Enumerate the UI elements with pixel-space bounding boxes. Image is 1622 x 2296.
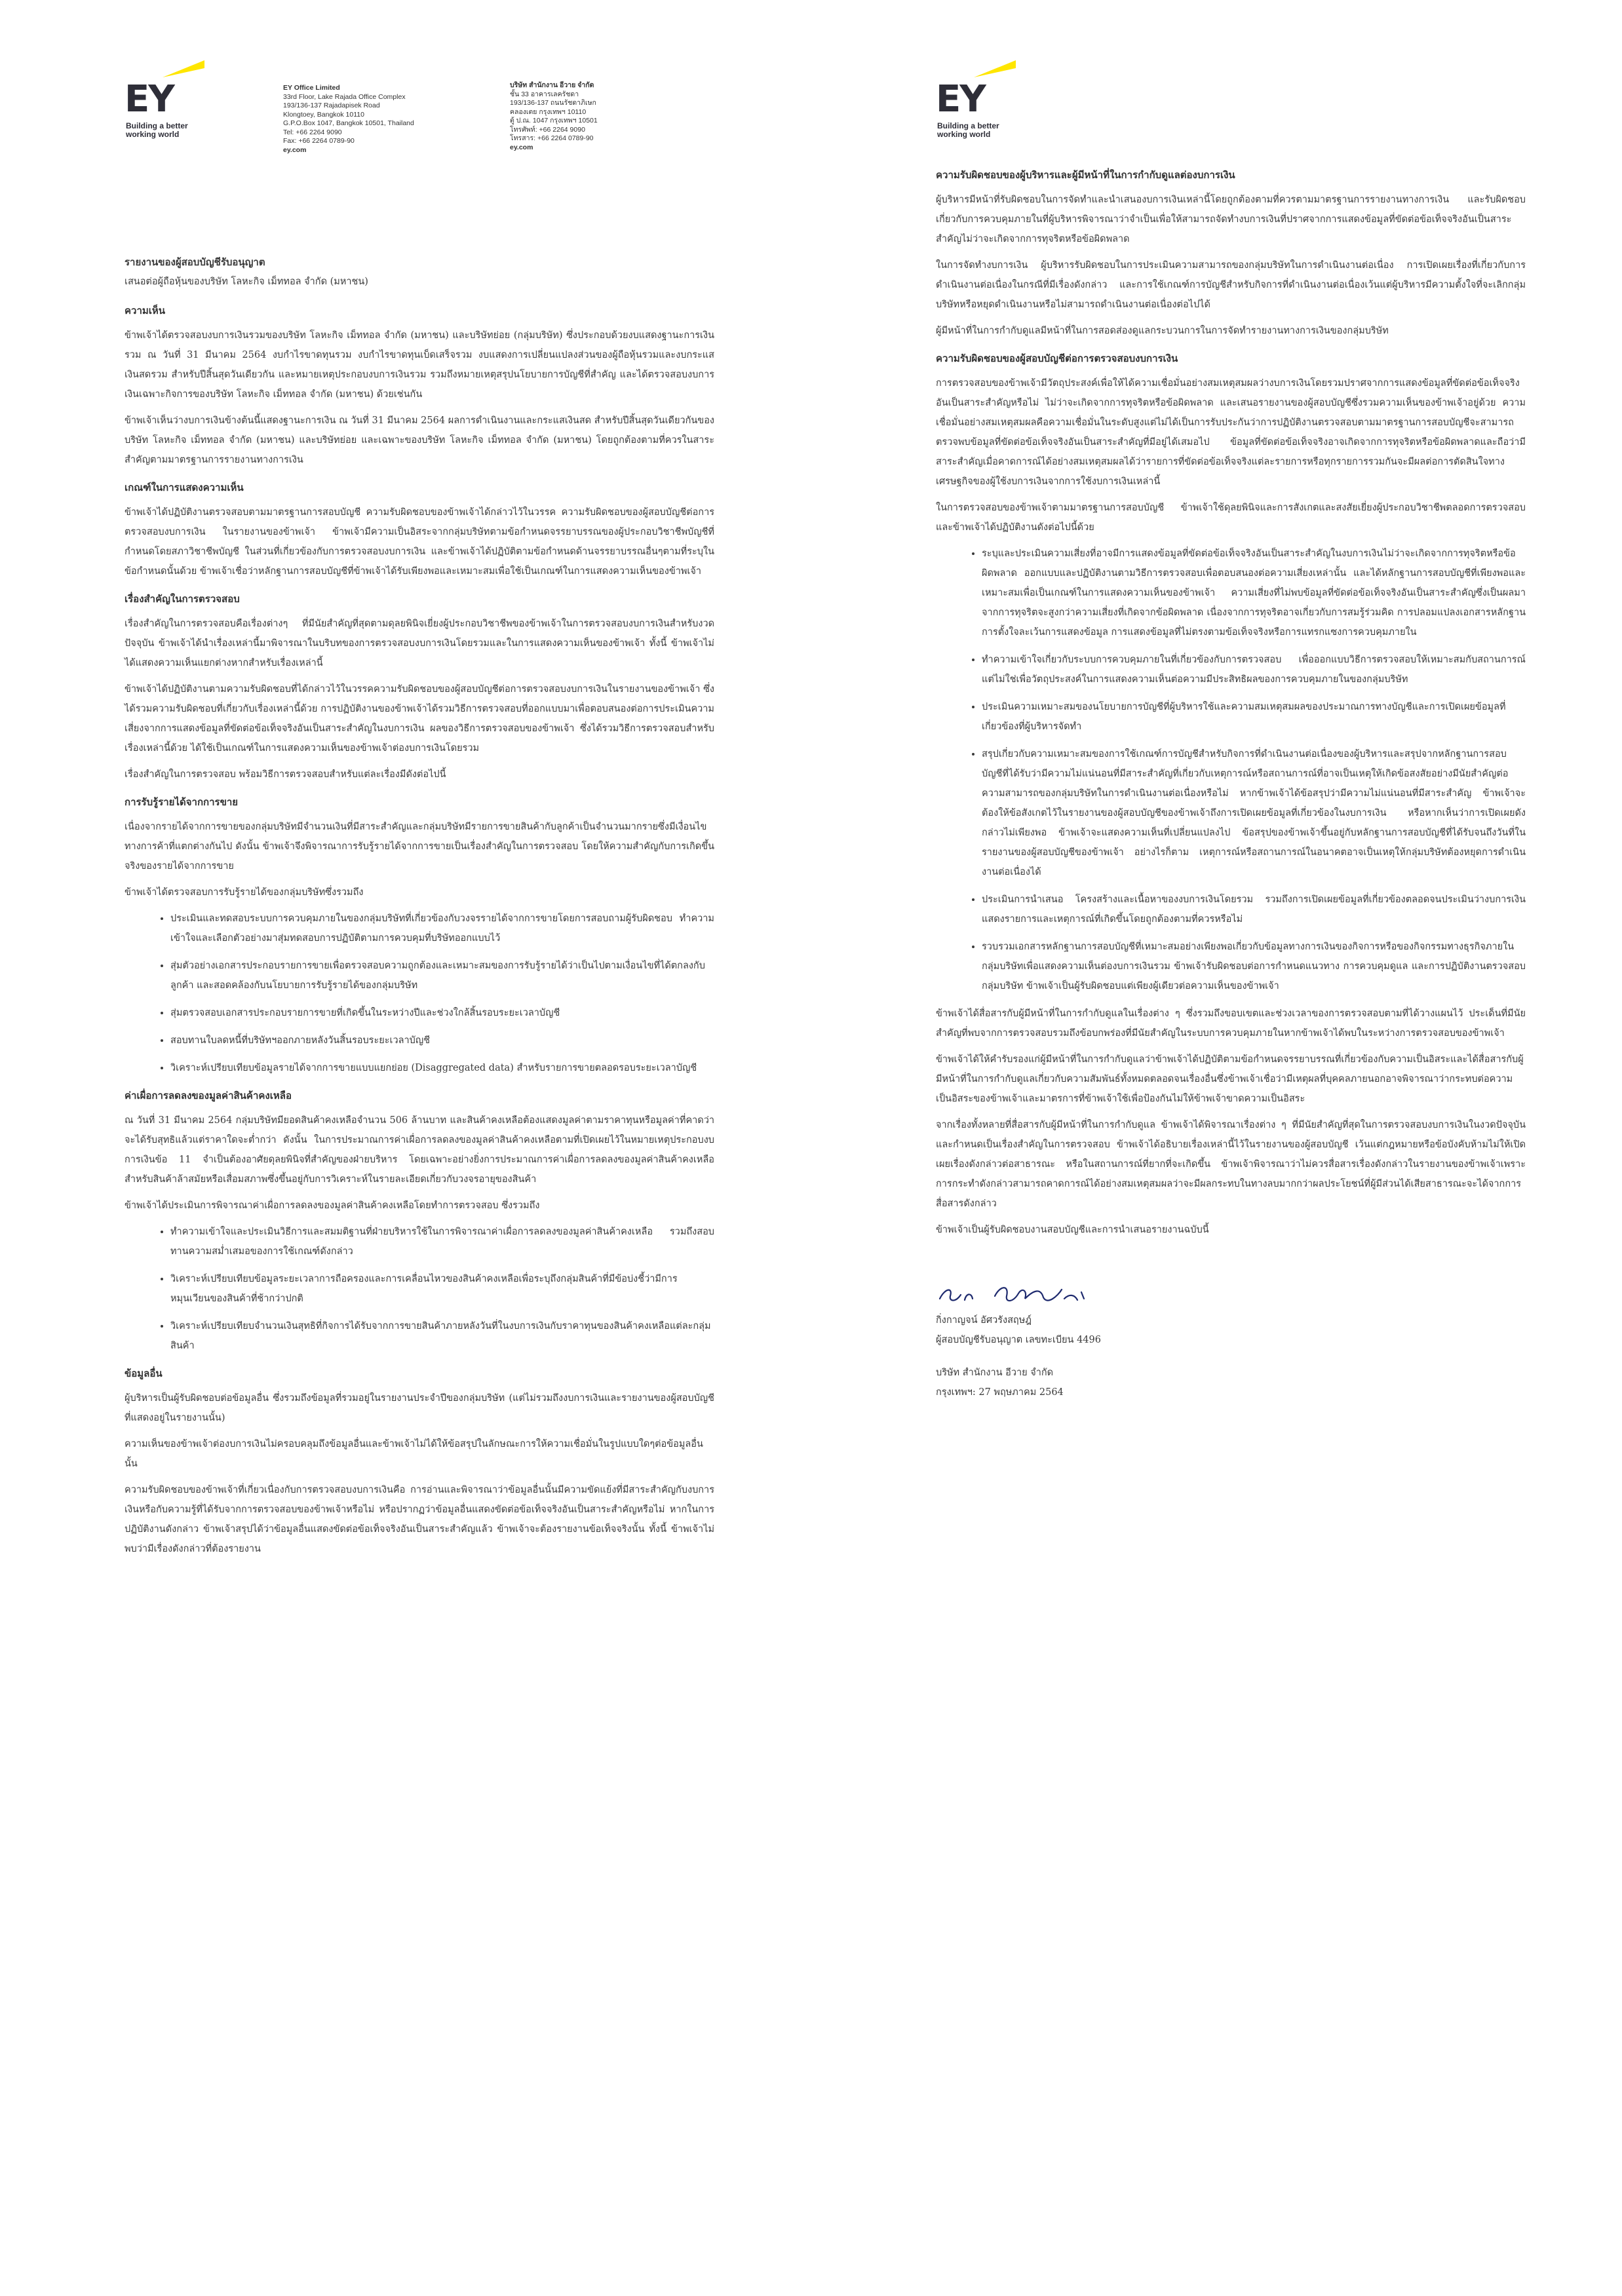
paragraph: ณ วันที่ 31 มีนาคม 2564 กลุ่มบริษัทมียอดสินค้าคงเหลือจำนวน 506 ล้านบาท และสินค้าคงเหลือต้องแสดงมูลค่าตามราคาทุนหรือมูลค่าที่คาดว่าจะได้รับสุทธิแล้วแต่ราคาใดจะต่ำกว่า ดังนั้น ในการประมาณการค่าเผื่อการลดลงของมูลค่าสินค้าคงเหลือตามที่เปิดเผยไว้ในหมายเหตุประกอบงบการเงินข้อ 11 จำเป็นต้องอาศัยดุลยพินิจที่สำคัญของฝ่ายบริหาร โดยเฉพาะอย่างยิ่งการประมาณการค่าเผื่อการลดลงของมูลค่าสินค้าคงเหลือสำหรับสินค้าล้าสมัยหรือเสื่อมสภาพซึ่งขึ้นอยู่กับการวิเคราะห์ในรายละเอียดเกี่ยวกับวงจรอายุของสินค้า: [125, 1115, 714, 1185]
signature-block: [936, 1276, 1526, 1402]
paragraph: ข้าพเจ้าได้สื่อสารกับผู้มีหน้าที่ในการกำกับดูแลในเรื่องต่าง ๆ ซึ่งรวมถึงขอบเขตและช่วงเวลาของการตรวจสอบตามที่ได้วางแผนไว้ ประเด็นที่มีนัยสำคัญที่พบจากการตรวจสอบรวมถึงข้อบกพร่องที่มีนัยสำคัญในระบบการควบคุมภายในหากข้าพเจ้าได้พบในระหว่างการตรวจสอบของข้าพเจ้า: [936, 1008, 1526, 1039]
logo-beam-icon: [163, 60, 204, 77]
logo-tagline: Building a better working world: [126, 121, 188, 139]
paragraph: ข้าพเจ้าได้ประเมินการพิจารณาค่าเผื่อการลดลงของมูลค่าสินค้าคงเหลือโดยทำการตรวจสอบ ซึ่งรวมถึง: [125, 1200, 540, 1211]
handwritten-signature-icon: [936, 1276, 1093, 1311]
paragraph: ในการตรวจสอบของข้าพเจ้าตามมาตรฐานการสอบบัญชี ข้าพเจ้าใช้ดุลยพินิจและการสังเกตและสงสัยเยี่ยงผู้ประกอบวิชาชีพตลอดการตรวจสอบ และข้าพเจ้าได้ปฏิบัติงานดังต่อไปนี้ด้วย: [936, 503, 1526, 533]
paragraph: เรื่องสำคัญในการตรวจสอบคือเรื่องต่างๆ ที่มีนัยสำคัญที่สุดตามดุลยพินิจเยี่ยงผู้ประกอบวิชาชีพของข้าพเจ้าในการตรวจสอบงบการเงินสำหรับงวดปัจจุบัน ข้าพเจ้าได้นำเรื่องเหล่านี้มาพิจารณาในบริบทของการตรวจสอบงบการเงินโดยรวมและในการแสดงความเห็นของข้าพเจ้า ทั้งนี้ ข้าพเจ้าไม่ได้แสดงความเห็นแยกต่างหากสำหรับเรื่องเหล่านี้: [125, 619, 714, 668]
list-item: • สรุปเกี่ยวกับความเหมาะสมของการใช้เกณฑ์การบัญชีสำหรับกิจการที่ดำเนินงานต่อเนื่องของผู้บริหารและสรุปจากหลักฐานการสอบบัญชีที่ได้รับว่ามีความไม่แน่นอนที่มีสาระสำคัญที่เกี่ยวกับเหตุการณ์หรือสถานการณ์ที่อาจเป็นเหตุให้เกิดข้อสงสัยอย่างมีนัยสำคัญต่อความสามารถของกลุ่มบริษัทในการดำเนินงานต่อเนื่องหรือไม่ หากข้าพเจ้าได้ข้อสรุปว่ามีความไม่แน่นอนที่มีสาระสำคัญ ข้าพเจ้าจะต้องให้ข้อสังเกตไว้ในรายงานของผู้สอบบัญชีของข้าพเจ้าถึงการเปิดเผยข้อมูลที่เกี่ยวข้องในงบการเงิน หรือหากเห็นว่าการเปิดเผยดังกล่าวไม่เพียงพอ ข้าพเจ้าจะแสดงความเห็นที่เปลี่ยนแปลงไป ข้อสรุปของข้าพเจ้าขึ้นอยู่กับหลักฐานการสอบบัญชีที่ได้รับจนถึงวันที่ในรายงานของผู้สอบบัญชีของข้าพเจ้า อย่างไรก็ตาม เหตุการณ์หรือสถานการณ์ในอนาคตอาจเป็นเหตุให้กลุ่มบริษัทต้องหยุดการดำเนินงานต่อเนื่องได้: [982, 744, 1526, 882]
paragraph: เนื่องจากรายได้จากการขายของกลุ่มบริษัทมีจำนวนเงินที่มีสาระสำคัญและกลุ่มบริษัทมีรายการขายสินค้ากับลูกค้าเป็นจำนวนมากรายซึ่งมีเงื่อนไขทางการค้าที่แตกต่างกันไป ดังนั้น ข้าพเจ้าจึงพิจารณาการรับรู้รายได้จากการขายเป็นเรื่องสำคัญในการตรวจสอบ โดยให้ความสำคัญกับการเกิดขึ้นจริงของรายได้จากการขาย: [125, 822, 714, 871]
paragraph: ข้าพเจ้าเป็นผู้รับผิดชอบงานสอบบัญชีและการนำเสนอรายงานฉบับนี้: [936, 1225, 1209, 1235]
paragraph: ความรับผิดชอบของข้าพเจ้าที่เกี่ยวเนื่องกับการตรวจสอบงบการเงินคือ การอ่านและพิจารณาว่าข้อมูลอื่นนั้นมีความขัดแย้งที่มีสาระสำคัญกับงบการเงินหรือกับความรู้ที่ได้รับจากการตรวจสอบของข้าพเจ้าหรือไม่ หรือปรากฏว่าข้อมูลอื่นแสดงขัดต่อข้อเท็จจริงอันเป็นสาระสำคัญหรือไม่ หากในการปฏิบัติงานดังกล่าว ข้าพเจ้าสรุปได้ว่าข้อมูลอื่นแสดงขัดต่อข้อเท็จจริงอันเป็นสาระสำคัญแล้ว ข้าพเจ้าจะต้องรายงานข้อเท็จจริงนั้น ทั้งนี้ ข้าพเจ้าไม่พบว่ามีเรื่องดังกล่าวที่ต้องรายงาน: [125, 1485, 714, 1554]
list-item: • สุ่มตรวจสอบเอกสารประกอบรายการขายที่เกิดขึ้นในระหว่างปีและช่วงใกล้สิ้นรอบระยะเวลาบัญชี: [170, 1003, 714, 1023]
letterhead-company-en: EY Office Limited: [283, 84, 340, 92]
list-item: • รวบรวมเอกสารหลักฐานการสอบบัญชีที่เหมาะสมอย่างเพียงพอเกี่ยวกับข้อมูลทางการเงินของกิจการหรือของกิจกรรมทางธุรกิจภายในกลุ่มบริษัทเพื่อแสดงความเห็นต่องบการเงินรวม ข้าพเจ้ารับผิดชอบต่อการกำหนดแนวทาง การควบคุมดูแล และการปฏิบัติงานตรวจสอบกลุ่มบริษัท ข้าพเจ้าเป็นผู้รับผิดชอบแต่เพียงผู้เดียวต่อความเห็นของข้าพเจ้า: [982, 937, 1526, 996]
ey-logo: [936, 60, 1014, 145]
paragraph: ในการจัดทำงบการเงิน ผู้บริหารรับผิดชอบในการประเมินความสามารถของกลุ่มบริษัทในการดำเนินงานต่อเนื่อง การเปิดเผยเรื่องที่เกี่ยวกับการดำเนินงานต่อเนื่องในกรณีที่มีเรื่องดังกล่าว และการใช้เกณฑ์การบัญชีสำหรับกิจการที่ดำเนินงานต่อเนื่องเว้นแต่ผู้บริหารมีความตั้งใจที่จะเลิกกลุ่มบริษัทหรือหยุดดำเนินงานหรือไม่สามารถดำเนินงานต่อเนื่องต่อไปได้: [936, 260, 1526, 310]
bullet-list: [936, 544, 1526, 996]
logo-text: EY: [125, 78, 174, 121]
paragraph: การตรวจสอบของข้าพเจ้ามีวัตถุประสงค์เพื่อให้ได้ความเชื่อมั่นอย่างสมเหตุสมผลว่างบการเงินโดยรวมปราศจากการแสดงข้อมูลที่ขัดต่อข้อเท็จจริงอันเป็นสาระสำคัญหรือไม่ ไม่ว่าจะเกิดจากการทุจริตหรือข้อผิดพลาด และเสนอรายงานของผู้สอบบัญชีซึ่งรวมความเห็นของข้าพเจ้าอยู่ด้วย ความเชื่อมั่นอย่างสมเหตุสมผลคือความเชื่อมั่นในระดับสูงแต่ไม่ได้เป็นการรับประกันว่าการปฏิบัติงานตรวจสอบตามมาตรฐานการสอบบัญชีจะสามารถตรวจพบข้อมูลที่ขัดต่อข้อเท็จจริงอันเป็นสาระสำคัญที่มีอยู่ได้เสมอไป ข้อมูลที่ขัดต่อข้อเท็จจริงอาจเกิดจากการทุจริตหรือข้อผิดพลาดและถือว่ามีสาระสำคัญเมื่อคาดการณ์ได้อย่างสมเหตุสมผลได้ว่ารายการที่ขัดต่อข้อเท็จจริงแต่ละรายการหรือทุกรายการรวมกันจะมีผลต่อการตัดสินใจทางเศรษฐกิจของผู้ใช้งบการเงินจากการใช้งบการเงินเหล่านี้: [936, 378, 1526, 487]
section-heading: ความรับผิดชอบของผู้บริหารและผู้มีหน้าที่ในการกำกับดูแลต่องบการเงิน: [936, 169, 1235, 181]
report-title: รายงานของผู้สอบบัญชีรับอนุญาต: [125, 256, 265, 268]
list-item: • สุ่มตัวอย่างเอกสารประกอบรายการขายเพื่อตรวจสอบความถูกต้องและเหมาะสมของการรับรู้รายได้ว่าเป็นไปตามเงื่อนไขที่ได้ตกลงกับลูกค้า และสอดคล้องกับนโยบายการรับรู้รายได้ของกลุ่มบริษัท: [170, 956, 714, 995]
paragraph: ความเห็นของข้าพเจ้าต่องบการเงินไม่ครอบคลุมถึงข้อมูลอื่นและข้าพเจ้าไม่ได้ให้ข้อสรุปในลักษณะการให้ความเชื่อมั่นในรูปแบบใดๆต่อข้อมูลอื่นนั้น: [125, 1439, 703, 1469]
bullet-list: [125, 1222, 714, 1356]
left-column: [125, 252, 714, 1565]
list-item: • ประเมินและทดสอบระบบการควบคุมภายในของกลุ่มบริษัทที่เกี่ยวข้องกับวงจรรายได้จากการขายโดยการสอบถามผู้รับผิดชอบ ทำความเข้าใจและเลือกตัวอย่างมาสุ่มทดสอบการปฏิบัติตามการควบคุมที่บริษัทออกแบบไว้: [170, 909, 714, 948]
paragraph: ข้าพเจ้าได้ตรวจสอบการรับรู้รายได้ของกลุ่มบริษัทซึ่งรวมถึง: [125, 887, 364, 898]
paragraph: ข้าพเจ้าได้ปฏิบัติงานตามความรับผิดชอบที่ได้กล่าวไว้ในวรรคความรับผิดชอบของผู้สอบบัญชีต่อการตรวจสอบงบการเงินในรายงานของข้าพเจ้า ซึ่งได้รวมความรับผิดชอบที่เกี่ยวกับเรื่องเหล่านี้ด้วย การปฏิบัติงานของข้าพเจ้าได้รวมวิธีการตรวจสอบที่ออกแบบมาเพื่อตอบสนองต่อการประเมินความเสี่ยงจากการแสดงข้อมูลที่ขัดต่อข้อเท็จจริงอันเป็นสาระสำคัญในงบการเงิน ผลของวิธีการตรวจสอบของข้าพเจ้า ซึ่งได้รวมวิธีการตรวจสอบสำหรับเรื่องเหล่านี้ด้วย ได้ใช้เป็นเกณฑ์ในการแสดงความเห็นของข้าพเจ้าต่องบการเงินโดยรวม: [125, 684, 714, 754]
list-item: • ระบุและประเมินความเสี่ยงที่อาจมีการแสดงข้อมูลที่ขัดต่อข้อเท็จจริงอันเป็นสาระสำคัญในงบการเงินไม่ว่าจะเกิดจากการทุจริตหรือข้อผิดพลาด ออกแบบและปฏิบัติงานตามวิธีการตรวจสอบเพื่อตอบสนองต่อความเสี่ยงเหล่านั้น และได้หลักฐานการสอบบัญชีที่เพียงพอและเหมาะสมเพื่อเป็นเกณฑ์ในการแสดงความเห็นของข้าพเจ้า ความเสี่ยงที่ไม่พบข้อมูลที่ขัดต่อข้อเท็จจริงอันเป็นสาระสำคัญซึ่งเป็นผลมาจากการทุจริตจะสูงกว่าความเสี่ยงที่เกิดจากข้อผิดพลาด เนื่องจากการทุจริตอาจเกี่ยวกับการสมรู้ร่วมคิด การปลอมแปลงเอกสารหลักฐาน การตั้งใจละเว้นการแสดงข้อมูล การแสดงข้อมูลที่ไม่ตรงตามข้อเท็จจริงหรือการแทรกแซงการควบคุมภายใน: [982, 544, 1526, 642]
paragraph: ผู้บริหารมีหน้าที่รับผิดชอบในการจัดทำและนำเสนองบการเงินเหล่านี้โดยถูกต้องตามที่ควรตามมาตรฐานการรายงานทางการเงิน และรับผิดชอบเกี่ยวกับการควบคุมภายในที่ผู้บริหารพิจารณาว่าจำเป็นเพื่อให้สามารถจัดทำงบการเงินที่ปราศจากการแสดงข้อมูลที่ขัดต่อข้อเท็จจริงอันเป็นสาระสำคัญไม่ว่าจะเกิดจากการทุจริตหรือข้อผิดพลาด: [936, 195, 1526, 244]
list-item: • วิเคราะห์เปรียบเทียบจำนวนเงินสุทธิที่กิจการได้รับจากการขายสินค้าภายหลังวันที่ในงบการเงินกับราคาทุนของสินค้าคงเหลือแต่ละกลุ่มสินค้า: [170, 1316, 714, 1356]
list-item: • ทำความเข้าใจเกี่ยวกับระบบการควบคุมภายในที่เกี่ยวข้องกับการตรวจสอบ เพื่อออกแบบวิธีการตรวจสอบให้เหมาะสมกับสถานการณ์ แต่ไม่ใช่เพื่อวัตถุประสงค์ในการแสดงความเห็นต่อความมีประสิทธิผลของการควบคุมภายในของกลุ่มบริษัท: [982, 650, 1526, 689]
paragraph: ข้าพเจ้าได้ให้คำรับรองแก่ผู้มีหน้าที่ในการกำกับดูแลว่าข้าพเจ้าได้ปฏิบัติตามข้อกำหนดจรรยาบรรณที่เกี่ยวข้องกับความเป็นอิสระและได้สื่อสารกับผู้มีหน้าที่ในการกำกับดูแลเกี่ยวกับความสัมพันธ์ทั้งหมดตลอดจนเรื่องอื่นซึ่งข้าพเจ้าเชื่อว่ามีเหตุผลที่บุคคลภายนอกอาจพิจารณาว่ากระทบต่อความเป็นอิสระของข้าพเจ้าและมาตรการที่ข้าพเจ้าใช้เพื่อป้องกันไม่ให้ข้าพเจ้าขาดความเป็นอิสระ: [936, 1054, 1524, 1104]
list-item: • วิเคราะห์เปรียบเทียบข้อมูลระยะเวลาการถือครองและการเคลื่อนไหวของสินค้าคงเหลือเพื่อระบุถึงกลุ่มสินค้าที่มีข้อบ่งชี้ว่ามีการหมุนเวียนของสินค้าที่ช้ากว่าปกติ: [170, 1269, 714, 1309]
report-page-2: [811, 0, 1622, 2296]
section-heading: ความรับผิดชอบของผู้สอบบัญชีต่อการตรวจสอบงบการเงิน: [936, 353, 1178, 364]
paragraph: เรื่องสำคัญในการตรวจสอบ พร้อมวิธีการตรวจสอบสำหรับแต่ละเรื่องมีดังต่อไปนี้: [125, 769, 446, 780]
firm-name: บริษัท สำนักงาน อีวาย จำกัด: [936, 1368, 1054, 1378]
list-item: • ประเมินความเหมาะสมของนโยบายการบัญชีที่ผู้บริหารใช้และความสมเหตุสมผลของประมาณการทางบัญชีและการเปิดเผยข้อมูลที่เกี่ยวข้องที่ผู้บริหารจัดทำ: [982, 697, 1526, 737]
paragraph: ข้าพเจ้าได้ปฏิบัติงานตรวจสอบตามมาตรฐานการสอบบัญชี ความรับผิดชอบของข้าพเจ้าได้กล่าวไว้ในวรรค ความรับผิดชอบของผู้สอบบัญชีต่อการตรวจสอบงบการเงิน ในรายงานของข้าพเจ้า ข้าพเจ้ามีความเป็นอิสระจากกลุ่มบริษัทตามข้อกำหนดจรรยาบรรณของผู้ประกอบวิชาชีพบัญชีที่กำหนดโดยสภาวิชาชีพบัญชี ในส่วนที่เกี่ยวข้องกับการตรวจสอบงบการเงิน และข้าพเจ้าได้ปฏิบัติตามข้อกำหนดด้านจรรยาบรรณอื่นๆตามที่ระบุในข้อกำหนดนั้นด้วย ข้าพเจ้าเชื่อว่าหลักฐานการสอบบัญชีที่ข้าพเจ้าได้รับเพียงพอและเหมาะสมเพื่อใช้เป็นเกณฑ์ในการแสดงความเห็นของข้าพเจ้า: [125, 507, 714, 577]
list-item: • ประเมินการนำเสนอ โครงสร้างและเนื้อหาของงบการเงินโดยรวม รวมถึงการเปิดเผยข้อมูลที่เกี่ยวข้องตลอดจนประเมินว่างบการเงินแสดงรายการและเหตุการณ์ที่เกิดขึ้นโดยถูกต้องตามที่ควรหรือไม่: [982, 890, 1526, 929]
list-item: • ทำความเข้าใจและประเมินวิธีการและสมมติฐานที่ฝ่ายบริหารใช้ในการพิจารณาค่าเผื่อการลดลงของมูลค่าสินค้าคงเหลือ รวมถึงสอบทานความสม่ำเสมอของการใช้เกณฑ์ดังกล่าว: [170, 1222, 714, 1261]
right-column: [936, 157, 1526, 1402]
auditor-name: กิ่งกาญจน์ อัศวรังสฤษฎ์: [936, 1315, 1032, 1326]
list-item: • วิเคราะห์เปรียบเทียบข้อมูลรายได้จากการขายแบบแยกย่อย (Disaggregated data) สำหรับรายการขายตลอดรอบระยะเวลาบัญชี: [170, 1058, 714, 1078]
bullet-list: [125, 909, 714, 1078]
paragraph: จากเรื่องทั้งหลายที่สื่อสารกับผู้มีหน้าที่ในการกำกับดูแล ข้าพเจ้าได้พิจารณาเรื่องต่าง ๆ ที่มีนัยสำคัญที่สุดในการตรวจสอบงบการเงินในงวดปัจจุบันและกำหนดเป็นเรื่องสำคัญในการตรวจสอบ ข้าพเจ้าได้อธิบายเรื่องเหล่านี้ไว้ในรายงานของผู้สอบบัญชี เว้นแต่กฎหมายหรือข้อบังคับห้ามไม่ให้เปิดเผยเรื่องดังกล่าวต่อสาธารณะ หรือในสถานการณ์ที่ยากที่จะเกิดขึ้น ข้าพเจ้าพิจารณาว่าไม่ควรสื่อสารเรื่องดังกล่าวในรายงานของข้าพเจ้าเพราะการกระทำดังกล่าวสามารถคาดการณ์ได้อย่างสมเหตุสมผลว่าจะมีผลกระทบในทางลบมากกว่าผลประโยชน์ที่ผู้มีส่วนได้เสียสาธารณะจะได้จากการสื่อสารดังกล่าว: [936, 1120, 1526, 1209]
list-item: • สอบทานใบลดหนี้ที่บริษัทฯออกภายหลังวันสิ้นรอบระยะเวลาบัญชี: [170, 1031, 714, 1050]
section-heading: ข้อมูลอื่น: [125, 1368, 163, 1379]
letterhead-address-en: EY Office Limited 33rd Floor, Lake Rajada Office Complex 193/136-137 Rajadapisek Road Klongtoey, Bangkok 10110 G.P.O.Box 1047, Bangkok 10501, Thailand Tel: +66 2264 9090 Fax: +66 2264 0789-90 ey.com: [283, 84, 434, 155]
logo-text: EY: [936, 78, 985, 121]
paragraph: ข้าพเจ้าได้ตรวจสอบงบการเงินรวมของบริษัท โลหะกิจ เม็ททอล จำกัด (มหาชน) และบริษัทย่อย (กลุ่มบริษัท) ซึ่งประกอบด้วยงบแสดงฐานะการเงินรวม ณ วันที่ 31 มีนาคม 2564 งบกำไรขาดทุนรวม งบกำไรขาดทุนเบ็ดเสร็จรวม งบแสดงการเปลี่ยนแปลงส่วนของผู้ถือหุ้นรวมและงบกระแสเงินสดรวม สำหรับปีสิ้นสุดวันเดียวกัน และหมายเหตุประกอบงบการเงินรวม รวมถึงหมายเหตุสรุปนโยบายการบัญชีที่สำคัญ และได้ตรวจสอบงบการเงินเฉพาะกิจการของบริษัท โลหะกิจ เม็ททอล จำกัด (มหาชน) ด้วยเช่นกัน: [125, 330, 714, 400]
section-heading: การรับรู้รายได้จากการขาย: [125, 796, 239, 808]
section-heading: เรื่องสำคัญในการตรวจสอบ: [125, 593, 240, 605]
ey-logo: [125, 60, 203, 145]
logo-beam-icon: [974, 60, 1016, 77]
letterhead-address-th: บริษัท สำนักงาน อีวาย จำกัด ชั้น 33 อาคารเลครัชดา 193/136-137 ถนนรัชดาภิเษก คลองเตย กรุงเทพฯ 10110 ตู้ ป.ณ. 1047 กรุงเทพฯ 10501 โทรศัพท์: +66 2264 9090 โทรสาร: +66 2264 0789-90 ey.com: [510, 81, 641, 152]
section-heading: ค่าเผื่อการลดลงของมูลค่าสินค้าคงเหลือ: [125, 1090, 292, 1101]
paragraph: ผู้บริหารเป็นผู้รับผิดชอบต่อข้อมูลอื่น ซึ่งรวมถึงข้อมูลที่รวมอยู่ในรายงานประจำปีของกลุ่มบริษัท (แต่ไม่รวมถึงงบการเงินและรายงานของผู้สอบบัญชีที่แสดงอยู่ในรายงานนั้น): [125, 1393, 714, 1423]
logo-tagline: Building a better working world: [937, 121, 999, 139]
report-addressee: เสนอต่อผู้ถือหุ้นของบริษัท โลหะกิจ เม็ททอล จำกัด (มหาชน): [125, 277, 368, 287]
auditor-license: ผู้สอบบัญชีรับอนุญาต เลขทะเบียน 4496: [936, 1335, 1101, 1345]
paragraph: ผู้มีหน้าที่ในการกำกับดูแลมีหน้าที่ในการสอดส่องดูแลกระบวนการในการจัดทำรายงานทางการเงินของกลุ่มบริษัท: [936, 326, 1389, 336]
place-date: กรุงเทพฯ: 27 พฤษภาคม 2564: [936, 1387, 1064, 1398]
letterhead-company-th: บริษัท สำนักงาน อีวาย จำกัด: [510, 81, 594, 89]
paragraph: ข้าพเจ้าเห็นว่างบการเงินข้างต้นนี้แสดงฐานะการเงิน ณ วันที่ 31 มีนาคม 2564 ผลการดำเนินงานและกระแสเงินสด สำหรับปีสิ้นสุดวันเดียวกันของบริษัท โลหะกิจ เม็ททอล จำกัด (มหาชน) และบริษัทย่อย และเฉพาะของบริษัท โลหะกิจ เม็ททอล จำกัด (มหาชน) โดยถูกต้องตามที่ควรในสาระสำคัญตามมาตรฐานการรายงานทางการเงิน: [125, 415, 714, 465]
section-heading: เกณฑ์ในการแสดงความเห็น: [125, 482, 244, 493]
section-heading: ความเห็น: [125, 305, 166, 316]
